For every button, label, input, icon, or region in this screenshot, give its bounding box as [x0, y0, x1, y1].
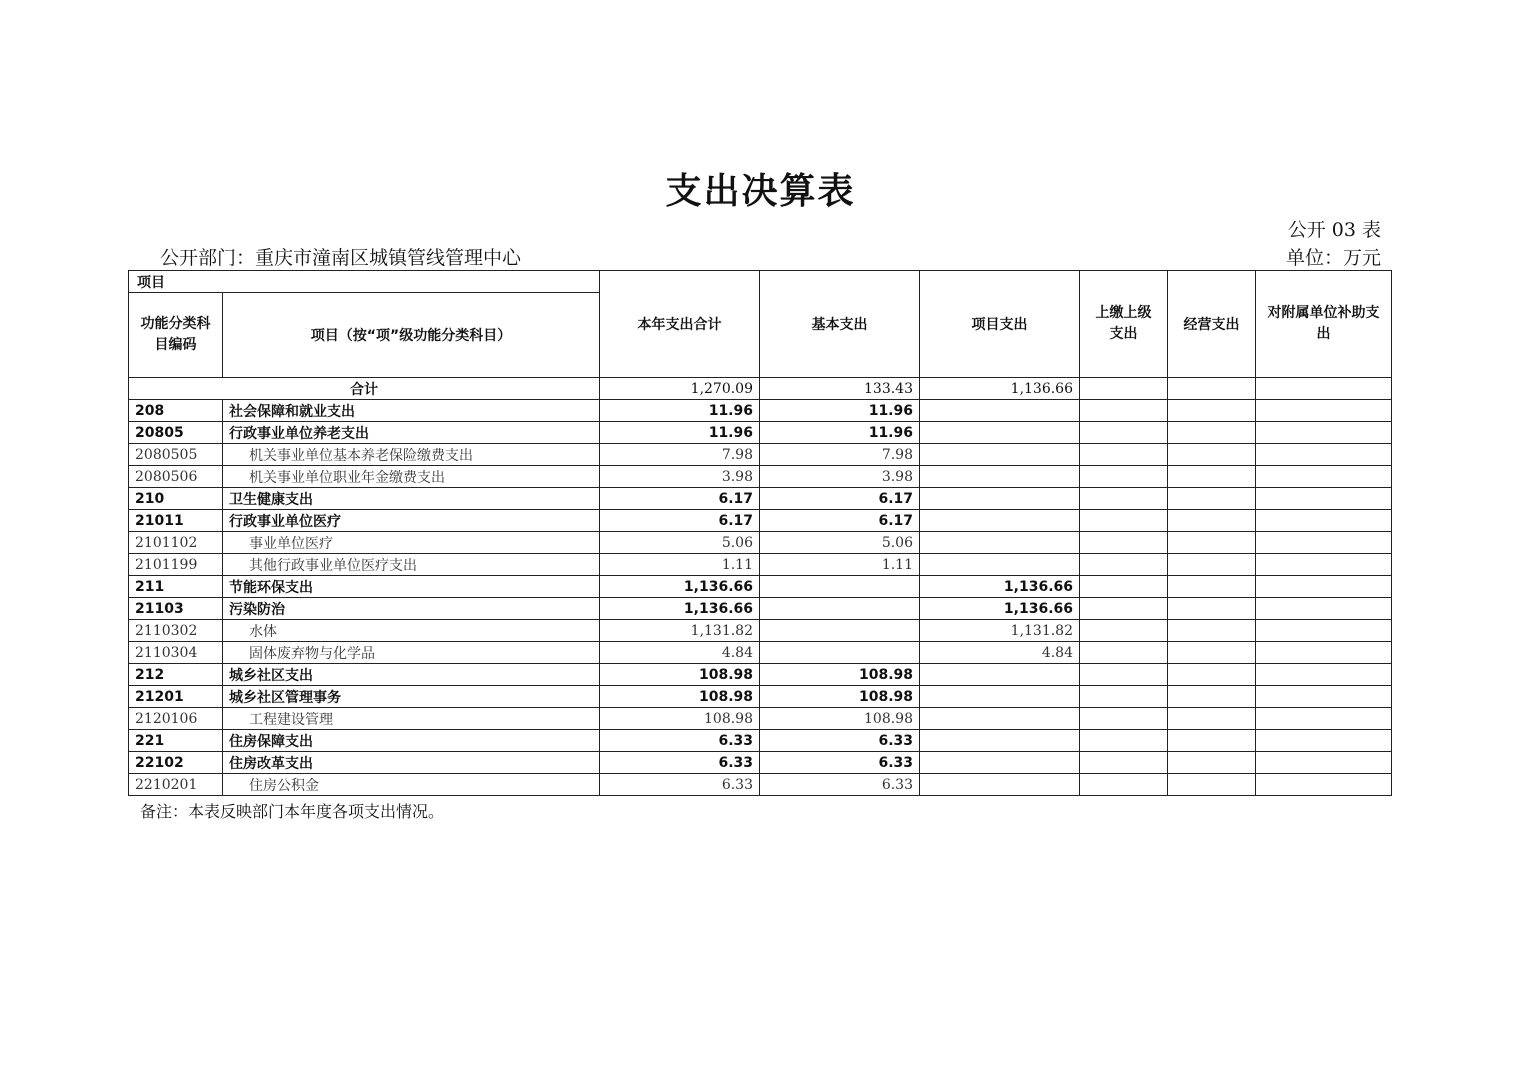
cell-subsidiary: [1256, 422, 1392, 444]
table-row: [129, 554, 1392, 576]
cell-total: 11.96: [600, 422, 760, 444]
cell-name: 固体废弃物与化学品: [223, 642, 600, 664]
cell-name: 其他行政事业单位医疗支出: [223, 554, 600, 576]
cell-basic: [760, 576, 920, 598]
cell-project: [920, 532, 1080, 554]
cell-project: [920, 466, 1080, 488]
cell-basic: 6.17: [760, 510, 920, 532]
header-code-label: 功能分类科目编码: [140, 316, 211, 353]
cell-name: 住房改革支出: [223, 752, 600, 774]
footnote: 备注：本表反映部门本年度各项支出情况。: [140, 802, 445, 821]
cell-total: 7.98: [600, 444, 760, 466]
cell-upper: [1080, 422, 1168, 444]
cell-total: 4.84: [600, 642, 760, 664]
cell-operating: [1168, 510, 1256, 532]
cell-upper: [1080, 708, 1168, 730]
header-total: 本年支出合计: [600, 271, 760, 378]
cell-code: 2101199: [129, 554, 223, 576]
cell-operating: [1168, 466, 1256, 488]
cell-total: 1.11: [600, 554, 760, 576]
cell-total: 1,136.66: [600, 598, 760, 620]
table-row: [129, 488, 1392, 510]
cell-upper: [1080, 466, 1168, 488]
header-subsidiary: [1256, 271, 1392, 378]
cell-project: [920, 444, 1080, 466]
cell-basic: 108.98: [760, 664, 920, 686]
table-row: [129, 444, 1392, 466]
cell-basic: 3.98: [760, 466, 920, 488]
cell-code: 210: [129, 488, 223, 510]
department-label: 公开部门：重庆市潼南区城镇管线管理中心: [160, 247, 522, 269]
cell-code: 20805: [129, 422, 223, 444]
cell-code: 21011: [129, 510, 223, 532]
cell-code: 2210201: [129, 774, 223, 796]
cell-upper: [1080, 400, 1168, 422]
table-row: [129, 422, 1392, 444]
cell-name: 城乡社区支出: [223, 664, 600, 686]
cell-upper: [1080, 554, 1168, 576]
cell-upper: [1080, 664, 1168, 686]
cell-operating: [1168, 400, 1256, 422]
cell-project: 4.84: [920, 642, 1080, 664]
expenditure-table: [128, 270, 1392, 796]
cell-total: 1,131.82: [600, 620, 760, 642]
table-row: [129, 730, 1392, 752]
header-row-top: [129, 271, 1392, 293]
cell-total: 6.17: [600, 510, 760, 532]
table-row: [129, 708, 1392, 730]
cell-total: 108.98: [600, 708, 760, 730]
cell-upper: [1080, 752, 1168, 774]
total-cell-project: 1,136.66: [920, 378, 1080, 400]
cell-project: [920, 664, 1080, 686]
cell-subsidiary: [1256, 708, 1392, 730]
cell-operating: [1168, 642, 1256, 664]
cell-subsidiary: [1256, 532, 1392, 554]
cell-code: 2120106: [129, 708, 223, 730]
header-code: [129, 293, 223, 378]
cell-subsidiary: [1256, 730, 1392, 752]
cell-subsidiary: [1256, 488, 1392, 510]
cell-name: 污染防治: [223, 598, 600, 620]
cell-basic: 6.17: [760, 488, 920, 510]
cell-total: 6.33: [600, 752, 760, 774]
header-name: 项目（按“项”级功能分类科目）: [223, 293, 600, 378]
cell-upper: [1080, 774, 1168, 796]
table-row: [129, 664, 1392, 686]
header-project: 项目支出: [920, 271, 1080, 378]
total-cell-basic: 133.43: [760, 378, 920, 400]
table-row: [129, 510, 1392, 532]
cell-subsidiary: [1256, 400, 1392, 422]
table-row: [129, 400, 1392, 422]
cell-basic: 11.96: [760, 400, 920, 422]
cell-operating: [1168, 488, 1256, 510]
cell-name: 城乡社区管理事务: [223, 686, 600, 708]
cell-basic: 5.06: [760, 532, 920, 554]
cell-upper: [1080, 444, 1168, 466]
cell-operating: [1168, 532, 1256, 554]
unit-label: 单位：万元: [1285, 247, 1381, 269]
cell-operating: [1168, 598, 1256, 620]
header-basic: 基本支出: [760, 271, 920, 378]
header-operating: 经营支出: [1168, 271, 1256, 378]
cell-name: 卫生健康支出: [223, 488, 600, 510]
cell-code: 208: [129, 400, 223, 422]
cell-name: 住房保障支出: [223, 730, 600, 752]
cell-name: 机关事业单位基本养老保险缴费支出: [223, 444, 600, 466]
cell-code: 212: [129, 664, 223, 686]
cell-subsidiary: [1256, 466, 1392, 488]
cell-project: 1,136.66: [920, 576, 1080, 598]
cell-total: 108.98: [600, 686, 760, 708]
cell-name: 水体: [223, 620, 600, 642]
cell-subsidiary: [1256, 510, 1392, 532]
cell-basic: 1.11: [760, 554, 920, 576]
cell-subsidiary: [1256, 620, 1392, 642]
cell-project: 1,136.66: [920, 598, 1080, 620]
cell-basic: 6.33: [760, 774, 920, 796]
cell-operating: [1168, 774, 1256, 796]
cell-subsidiary: [1256, 444, 1392, 466]
cell-upper: [1080, 532, 1168, 554]
cell-subsidiary: [1256, 598, 1392, 620]
cell-upper: [1080, 576, 1168, 598]
cell-total: 6.33: [600, 730, 760, 752]
table-row: [129, 774, 1392, 796]
cell-name: 机关事业单位职业年金缴费支出: [223, 466, 600, 488]
table-number: 公开 03 表: [1287, 219, 1381, 241]
cell-upper: [1080, 510, 1168, 532]
cell-project: [920, 708, 1080, 730]
cell-name: 住房公积金: [223, 774, 600, 796]
cell-operating: [1168, 708, 1256, 730]
cell-operating: [1168, 686, 1256, 708]
cell-upper: [1080, 488, 1168, 510]
table-row: [129, 642, 1392, 664]
cell-code: 211: [129, 576, 223, 598]
cell-code: 2101102: [129, 532, 223, 554]
cell-basic: 11.96: [760, 422, 920, 444]
header-subsidiary-label: 对附属单位补助支出: [1267, 305, 1380, 342]
cell-operating: [1168, 576, 1256, 598]
cell-total: 5.06: [600, 532, 760, 554]
total-cell-subsidiary: [1256, 378, 1392, 400]
cell-basic: [760, 620, 920, 642]
cell-project: [920, 730, 1080, 752]
cell-basic: 108.98: [760, 686, 920, 708]
cell-subsidiary: [1256, 774, 1392, 796]
cell-basic: 6.33: [760, 752, 920, 774]
page-title: 支出决算表: [665, 171, 856, 212]
header-upper-label: 上缴上级支出: [1095, 305, 1152, 342]
cell-upper: [1080, 730, 1168, 752]
cell-code: 22102: [129, 752, 223, 774]
cell-operating: [1168, 664, 1256, 686]
cell-basic: 6.33: [760, 730, 920, 752]
table-row: [129, 576, 1392, 598]
cell-subsidiary: [1256, 554, 1392, 576]
cell-operating: [1168, 422, 1256, 444]
cell-subsidiary: [1256, 642, 1392, 664]
cell-name: 社会保障和就业支出: [223, 400, 600, 422]
cell-basic: [760, 598, 920, 620]
cell-upper: [1080, 620, 1168, 642]
cell-project: [920, 510, 1080, 532]
cell-operating: [1168, 620, 1256, 642]
cell-operating: [1168, 554, 1256, 576]
cell-total: 11.96: [600, 400, 760, 422]
cell-total: 1,136.66: [600, 576, 760, 598]
cell-name: 节能环保支出: [223, 576, 600, 598]
cell-name: 工程建设管理: [223, 708, 600, 730]
cell-operating: [1168, 730, 1256, 752]
header-item: 项目: [129, 271, 600, 293]
cell-code: 221: [129, 730, 223, 752]
cell-code: 2080506: [129, 466, 223, 488]
cell-project: [920, 686, 1080, 708]
table-row: [129, 532, 1392, 554]
cell-total: 108.98: [600, 664, 760, 686]
table-row: [129, 686, 1392, 708]
cell-total: 3.98: [600, 466, 760, 488]
cell-operating: [1168, 752, 1256, 774]
cell-total: 6.33: [600, 774, 760, 796]
cell-project: [920, 554, 1080, 576]
cell-name: 行政事业单位医疗: [223, 510, 600, 532]
table-row: [129, 598, 1392, 620]
cell-basic: [760, 642, 920, 664]
cell-upper: [1080, 642, 1168, 664]
total-cell-upper: [1080, 378, 1168, 400]
total-row: [129, 378, 1392, 400]
cell-project: [920, 400, 1080, 422]
cell-name: 行政事业单位养老支出: [223, 422, 600, 444]
cell-project: [920, 422, 1080, 444]
cell-project: [920, 752, 1080, 774]
cell-subsidiary: [1256, 752, 1392, 774]
table-row: [129, 620, 1392, 642]
header-upper: [1080, 271, 1168, 378]
cell-code: 2110304: [129, 642, 223, 664]
cell-project: 1,131.82: [920, 620, 1080, 642]
cell-code: 2080505: [129, 444, 223, 466]
cell-subsidiary: [1256, 686, 1392, 708]
cell-code: 2110302: [129, 620, 223, 642]
cell-code: 21103: [129, 598, 223, 620]
cell-project: [920, 774, 1080, 796]
table-row: [129, 466, 1392, 488]
total-label: 合计: [129, 378, 600, 400]
cell-name: 事业单位医疗: [223, 532, 600, 554]
cell-upper: [1080, 686, 1168, 708]
table-row: [129, 752, 1392, 774]
total-cell-total: 1,270.09: [600, 378, 760, 400]
cell-subsidiary: [1256, 576, 1392, 598]
cell-project: [920, 488, 1080, 510]
cell-total: 6.17: [600, 488, 760, 510]
cell-operating: [1168, 444, 1256, 466]
total-cell-operating: [1168, 378, 1256, 400]
cell-basic: 7.98: [760, 444, 920, 466]
cell-basic: 108.98: [760, 708, 920, 730]
cell-upper: [1080, 598, 1168, 620]
cell-subsidiary: [1256, 664, 1392, 686]
cell-code: 21201: [129, 686, 223, 708]
